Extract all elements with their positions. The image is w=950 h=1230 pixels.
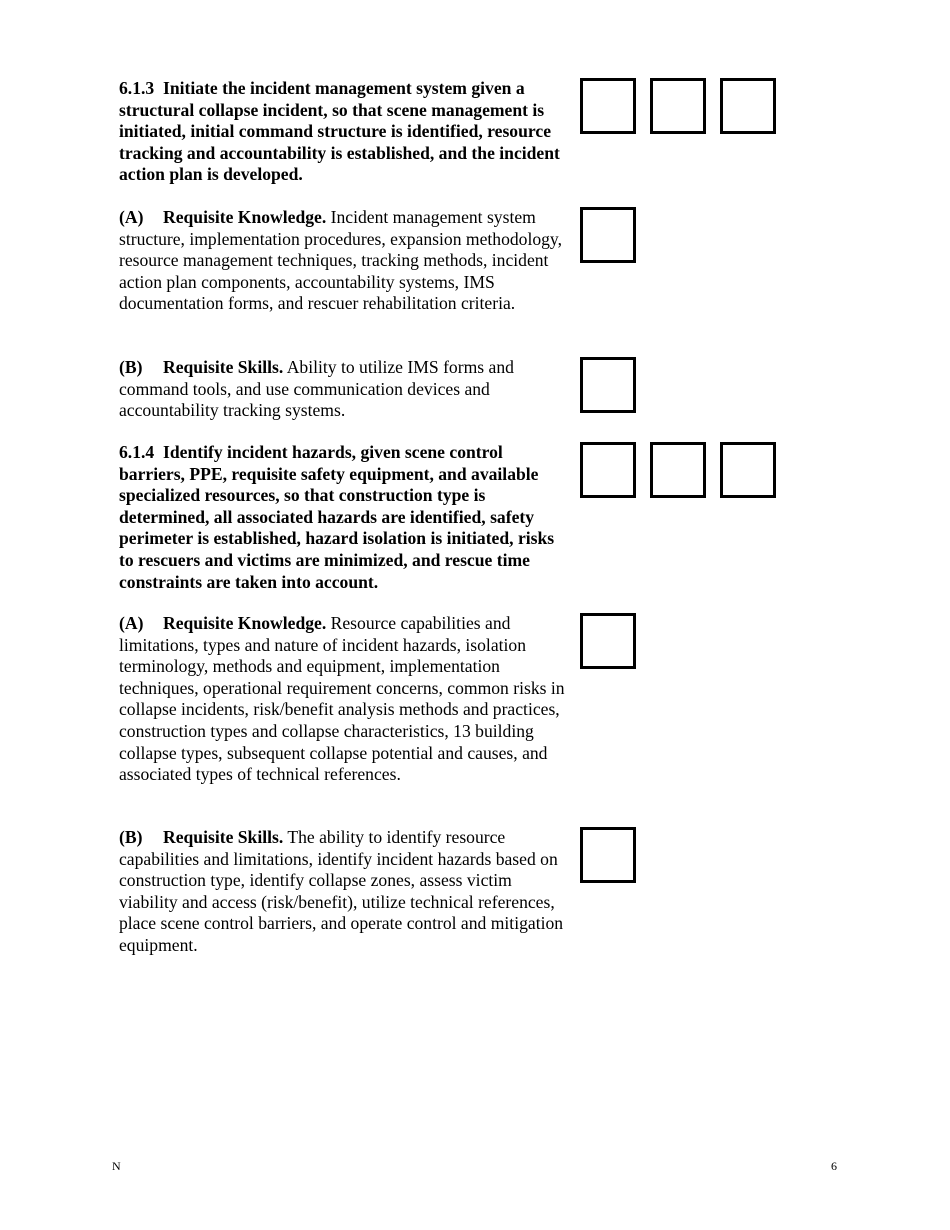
sub-text: Incident management system structure, implementation procedures, expansion methodology, resource management techniques, tracking methods, incident action plan components, accountability systems, IMS documentation forms, and rescuer rehabilitation criteria. [119, 207, 562, 314]
checkbox[interactable] [580, 827, 636, 883]
sub-marker: (B) [119, 827, 143, 847]
sub-label: Requisite Knowledge. [163, 613, 327, 633]
requisite-knowledge-6-1-4 [119, 613, 569, 786]
section-text: Identify incident hazards, given scene control barriers, PPE, requisite safety equipment, and available specialized resources, so that construction type is determined, all associated hazards are identified, safety perimeter is established, hazard isolation is initiated, risks to rescuers and victims are minimized, and rescue time constraints are taken into account. [119, 442, 555, 592]
section-6-1-4 [119, 442, 569, 593]
section-number: 6.1.4 [119, 442, 155, 462]
checkbox[interactable] [650, 442, 706, 498]
checkbox[interactable] [580, 207, 636, 263]
sub-marker: (A) [119, 613, 144, 633]
sub-label: Requisite Knowledge. [163, 207, 327, 227]
footer-left-mark: N [112, 1159, 121, 1173]
checkbox[interactable] [650, 78, 706, 134]
section-text: Initiate the incident management system given a structural collapse incident, so that scene management is initiated, initial command structure is identified, resource tracking and accountability is established, and the incident action plan is developed. [119, 78, 560, 185]
sub-text: The ability to identify resource capabilities and limitations, identify incident hazards based on construction type, identify collapse zones, assess victim viability and access (risk/benefit), utilize technical references, place scene control barriers, and operate control and mitigation equipment. [119, 827, 564, 955]
checkbox[interactable] [580, 442, 636, 498]
section-number: 6.1.3 [119, 78, 155, 98]
sub-text: Ability to utilize IMS forms and command tools, and use communication devices and accountability tracking systems. [119, 357, 514, 421]
checkbox[interactable] [720, 78, 776, 134]
requisite-knowledge-6-1-3 [119, 207, 569, 315]
checkbox[interactable] [720, 442, 776, 498]
sub-marker: (B) [119, 357, 143, 377]
checkbox[interactable] [580, 613, 636, 669]
page-number: 6 [831, 1159, 837, 1173]
requisite-skills-6-1-3 [119, 357, 569, 422]
sub-marker: (A) [119, 207, 144, 227]
checkbox[interactable] [580, 357, 636, 413]
section-6-1-3 [119, 78, 569, 186]
sub-label: Requisite Skills. [163, 827, 284, 847]
sub-text: Resource capabilities and limitations, types and nature of incident hazards, isolation terminology, methods and equipment, implementation techniques, operational requirement concerns, common risks in collapse incidents, risk/benefit analysis methods and practices, construction types and collapse characteristics, 13 building collapse types, subsequent collapse potential and causes, and associated types of technical references. [119, 613, 565, 785]
checkbox[interactable] [580, 78, 636, 134]
sub-label: Requisite Skills. [163, 357, 284, 377]
requisite-skills-6-1-4 [119, 827, 569, 957]
